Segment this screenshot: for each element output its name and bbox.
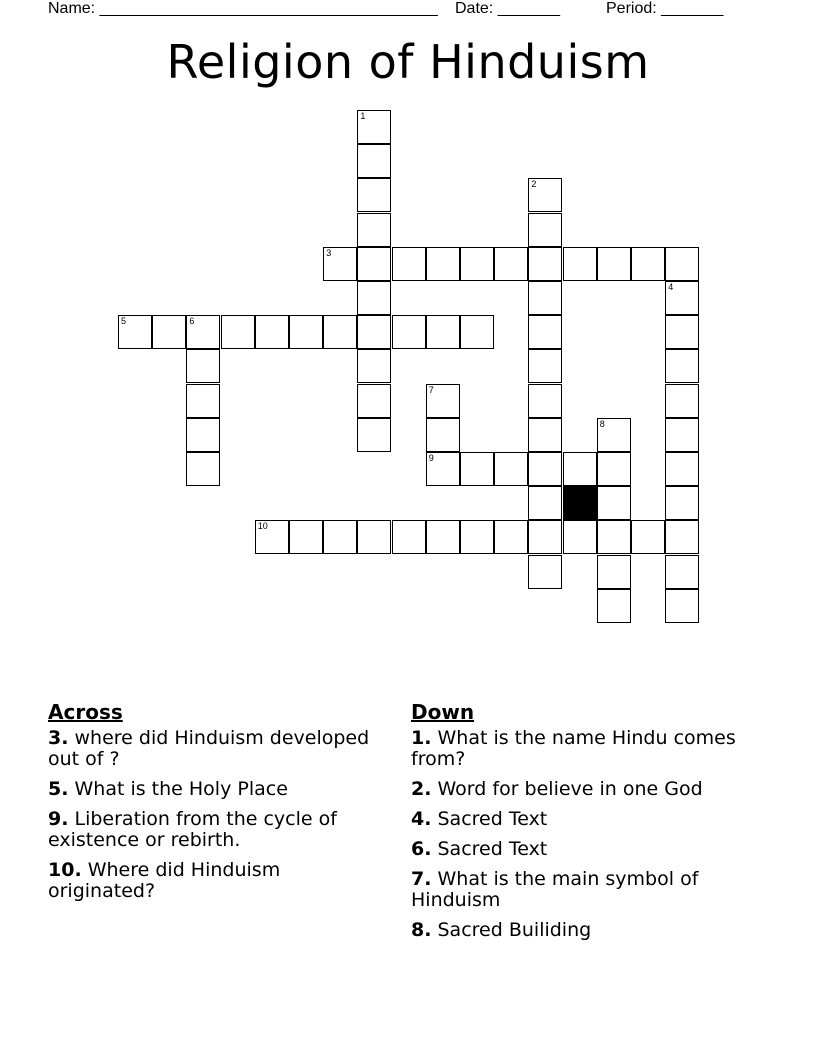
grid-cell[interactable] <box>323 520 357 554</box>
grid-cell[interactable] <box>426 418 460 452</box>
clue-text: What is the Holy Place <box>74 778 288 800</box>
grid-cell[interactable] <box>255 520 289 554</box>
clue-number: 10. <box>48 859 82 881</box>
clue-number: 8. <box>411 919 432 941</box>
grid-cell[interactable] <box>357 178 391 212</box>
grid-cell[interactable] <box>528 178 562 212</box>
grid-cell[interactable] <box>665 349 699 383</box>
grid-cell[interactable] <box>665 281 699 315</box>
grid-cell[interactable] <box>665 418 699 452</box>
grid-cell[interactable] <box>460 452 494 486</box>
down-clue <box>411 779 771 800</box>
grid-cell[interactable] <box>357 213 391 247</box>
grid-cell[interactable] <box>528 247 562 281</box>
grid-cell[interactable] <box>597 418 631 452</box>
grid-cell[interactable] <box>357 110 391 144</box>
grid-cell[interactable] <box>426 452 460 486</box>
down-clue <box>411 869 771 911</box>
clue-number-label: 1 <box>360 111 366 121</box>
across-clue <box>48 809 378 851</box>
page-title: Religion of Hinduism <box>166 35 650 89</box>
clue-text: Word for believe in one God <box>437 778 703 800</box>
clue-number: 1. <box>411 727 432 749</box>
grid-cell[interactable] <box>528 349 562 383</box>
clue-text: Where did Hinduism originated? <box>48 859 281 902</box>
grid-cell[interactable] <box>255 315 289 349</box>
grid-cell[interactable] <box>597 589 631 623</box>
grid-cell[interactable] <box>597 555 631 589</box>
across-clue <box>48 860 378 902</box>
period-field[interactable]: Period: _______ <box>606 0 724 17</box>
grid-cell[interactable] <box>597 520 631 554</box>
grid-cell[interactable] <box>528 555 562 589</box>
across-clue <box>48 728 378 770</box>
grid-cell[interactable] <box>528 213 562 247</box>
grid-cell[interactable] <box>494 452 528 486</box>
clue-number: 6. <box>411 838 432 860</box>
clue-number: 9. <box>48 808 69 830</box>
clue-number-label: 8 <box>599 418 605 429</box>
clue-number: 3. <box>48 727 69 749</box>
down-clues <box>411 700 771 950</box>
across-clue <box>48 779 378 800</box>
clue-text: where did Hinduism developed out of ? <box>48 727 370 770</box>
clue-number: 4. <box>411 808 432 830</box>
grid-cell[interactable] <box>563 452 597 486</box>
clue-number-label: 9 <box>428 453 434 463</box>
grid-cell[interactable] <box>357 247 391 281</box>
grid-cell[interactable] <box>528 486 562 520</box>
grid-cell[interactable] <box>323 247 357 281</box>
grid-cell[interactable] <box>392 247 426 281</box>
grid-cell[interactable] <box>597 452 631 486</box>
grid-cell[interactable] <box>665 589 699 623</box>
grid-cell[interactable] <box>357 418 391 452</box>
grid-cell[interactable] <box>631 247 665 281</box>
grid-cell[interactable] <box>665 247 699 281</box>
grid-cell[interactable] <box>426 384 460 418</box>
down-clue <box>411 839 771 860</box>
grid-cell[interactable] <box>665 315 699 349</box>
grid-cell[interactable] <box>357 349 391 383</box>
grid-cell[interactable] <box>460 315 494 349</box>
clue-text: Sacred Text <box>437 838 548 860</box>
grid-cell[interactable] <box>665 520 699 554</box>
grid-cell[interactable] <box>221 315 255 349</box>
clue-text: Sacred Text <box>437 808 548 830</box>
clue-number-label: 7 <box>428 384 434 395</box>
grid-cell[interactable] <box>494 247 528 281</box>
clue-text: What is the name Hindu comes from? <box>411 727 736 770</box>
grid-cell[interactable] <box>186 315 220 349</box>
black-cell <box>563 486 597 520</box>
grid-cell[interactable] <box>186 452 220 486</box>
grid-cell[interactable] <box>528 384 562 418</box>
grid-cell[interactable] <box>426 315 460 349</box>
date-field[interactable]: Date: _______ <box>455 0 560 17</box>
across-heading: Across <box>48 700 123 724</box>
clue-number-label: 6 <box>189 316 195 327</box>
grid-cell[interactable] <box>186 384 220 418</box>
clue-number-label: 10 <box>257 521 268 532</box>
grid-cell[interactable] <box>118 315 152 349</box>
down-clue <box>411 728 771 770</box>
grid-cell[interactable] <box>563 247 597 281</box>
grid-cell[interactable] <box>597 247 631 281</box>
grid-cell[interactable] <box>494 520 528 554</box>
grid-cell[interactable] <box>392 520 426 554</box>
clue-number-label: 3 <box>326 247 332 258</box>
grid-cell[interactable] <box>597 486 631 520</box>
name-field[interactable]: Name: ______________________________________ <box>48 0 438 17</box>
grid-cell[interactable] <box>357 281 391 315</box>
grid-cell[interactable] <box>186 418 220 452</box>
down-clue <box>411 920 771 941</box>
clue-number-label: 5 <box>121 316 127 327</box>
clue-number: 5. <box>48 778 69 800</box>
grid-cell[interactable] <box>289 520 323 554</box>
grid-cell[interactable] <box>357 384 391 418</box>
grid-cell[interactable] <box>665 555 699 589</box>
across-clues <box>48 700 378 911</box>
grid-cell[interactable] <box>528 452 562 486</box>
clue-number-label: 2 <box>531 179 537 190</box>
grid-cell[interactable] <box>528 520 562 554</box>
grid-cell[interactable] <box>357 144 391 178</box>
grid-cell[interactable] <box>563 520 597 554</box>
clue-text: Liberation from the cycle of existence or rebirth. <box>48 808 337 851</box>
grid-cell[interactable] <box>528 418 562 452</box>
grid-cell[interactable] <box>631 520 665 554</box>
grid-cell[interactable] <box>357 315 391 349</box>
grid-cell[interactable] <box>460 247 494 281</box>
grid-cell[interactable] <box>665 452 699 486</box>
grid-cell[interactable] <box>528 315 562 349</box>
grid-cell[interactable] <box>665 486 699 520</box>
clue-number: 2. <box>411 778 432 800</box>
clue-text: Sacred Builiding <box>437 919 592 941</box>
down-heading: Down <box>411 700 475 724</box>
grid-cell[interactable] <box>665 384 699 418</box>
grid-cell[interactable] <box>392 315 426 349</box>
grid-cell[interactable] <box>186 349 220 383</box>
grid-cell[interactable] <box>289 315 323 349</box>
clue-number: 7. <box>411 868 432 890</box>
grid-cell[interactable] <box>323 315 357 349</box>
grid-cell[interactable] <box>152 315 186 349</box>
clue-number-label: 4 <box>668 282 674 292</box>
grid-cell[interactable] <box>357 520 391 554</box>
down-clue <box>411 809 771 830</box>
grid-cell[interactable] <box>426 247 460 281</box>
clue-text: What is the main symbol of Hinduism <box>411 868 699 911</box>
grid-cell[interactable] <box>460 520 494 554</box>
grid-cell[interactable] <box>426 520 460 554</box>
grid-cell[interactable] <box>528 281 562 315</box>
